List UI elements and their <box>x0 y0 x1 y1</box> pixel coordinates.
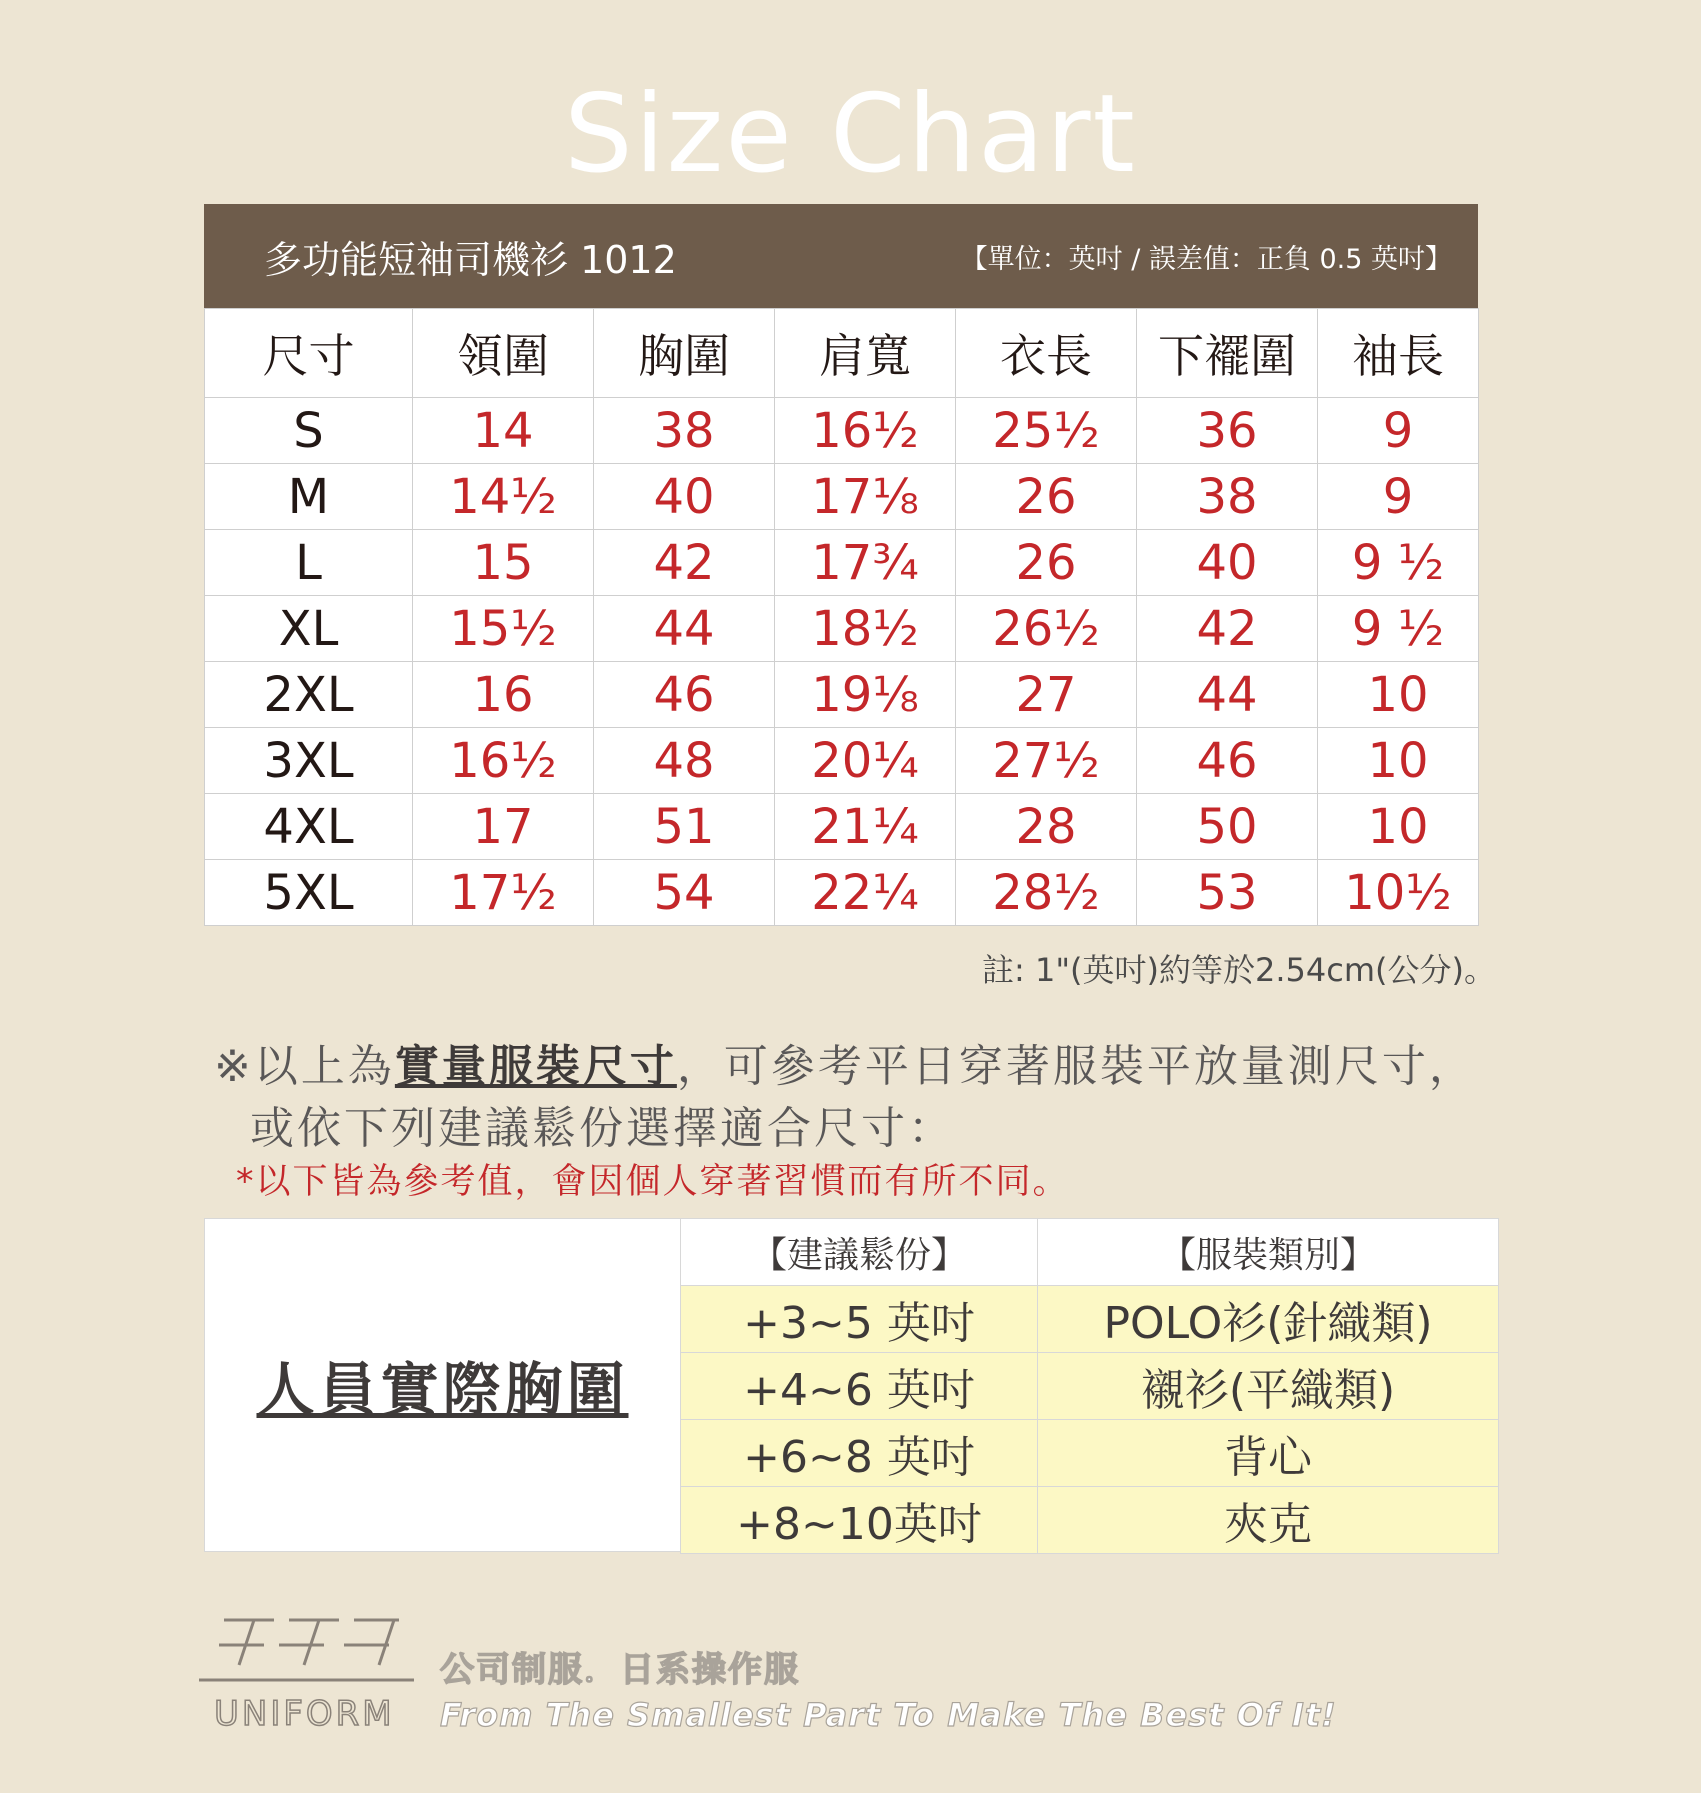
description-prefix: ※以上為 <box>214 1041 395 1092</box>
description-emphasis: 實量服裝尺寸 <box>394 1041 677 1092</box>
table-row <box>205 794 1479 860</box>
size-chart-table <box>204 204 1478 926</box>
table-row <box>205 464 1479 530</box>
measurement-cell: 10½ <box>1318 860 1479 926</box>
column-header: 下襬圍 <box>1137 309 1318 398</box>
column-header: 袖長 <box>1318 309 1479 398</box>
column-header: 肩寬 <box>775 309 956 398</box>
unit-note: 【單位：英吋 / 誤差值：正負 0.5 英吋】 <box>960 243 1452 275</box>
measurement-cell: 26 <box>956 464 1137 530</box>
measurement-cell: 17¾ <box>775 530 956 596</box>
garment-type-cell: 夾克 <box>1038 1487 1499 1554</box>
column-header: 尺寸 <box>205 309 413 398</box>
allowance-cell: +6~8 英吋 <box>681 1420 1038 1487</box>
measurement-cell: 26 <box>956 530 1137 596</box>
measurement-cell: 14 <box>413 398 594 464</box>
measurement-cell: 10 <box>1318 728 1479 794</box>
tagline-cn: 公司制服．日系操作服 <box>440 1650 800 1690</box>
fit-recommendation-table <box>204 1218 1497 1552</box>
brand-wordmark: UNIFORM <box>214 1694 395 1734</box>
description-line-1 <box>214 1030 1476 1094</box>
measurement-cell: 36 <box>1137 398 1318 464</box>
fit-grid <box>680 1218 1499 1554</box>
product-name: 多功能短袖司機衫 1012 <box>264 237 677 282</box>
description-line-2: 或依下列建議鬆份選擇適合尺寸： <box>250 1103 955 1154</box>
chest-label: 人員實際胸圍 <box>256 1356 629 1424</box>
measurement-cell: 42 <box>594 530 775 596</box>
column-header: 【建議鬆份】 <box>681 1219 1038 1286</box>
measurement-cell: 28½ <box>956 860 1137 926</box>
measurement-cell: 18½ <box>775 596 956 662</box>
measurement-cell: 44 <box>1137 662 1318 728</box>
measurement-cell: 27½ <box>956 728 1137 794</box>
measurement-cell: 9 ½ <box>1318 596 1479 662</box>
column-header: 領圍 <box>413 309 594 398</box>
table-row <box>205 596 1479 662</box>
measurement-cell: 16 <box>413 662 594 728</box>
table-row <box>681 1487 1499 1554</box>
measurement-cell: 46 <box>1137 728 1318 794</box>
size-label-cell: XL <box>205 596 413 662</box>
measurement-cell: 15 <box>413 530 594 596</box>
measurement-cell: 10 <box>1318 794 1479 860</box>
size-label-cell: 4XL <box>205 794 413 860</box>
measurement-cell: 19⅛ <box>775 662 956 728</box>
measurement-cell: 50 <box>1137 794 1318 860</box>
measurement-cell: 9 ½ <box>1318 530 1479 596</box>
measurement-cell: 9 <box>1318 398 1479 464</box>
size-label-cell: L <box>205 530 413 596</box>
uniform-logo-icon <box>194 1600 424 1690</box>
measurement-cell: 28 <box>956 794 1137 860</box>
measurement-cell: 17 <box>413 794 594 860</box>
column-header: 衣長 <box>956 309 1137 398</box>
garment-type-cell: 襯衫(平織類) <box>1038 1353 1499 1420</box>
table-row <box>205 728 1479 794</box>
size-label-cell: 3XL <box>205 728 413 794</box>
description-suffix: ，可參考平日穿著服裝平放量測尺寸， <box>676 1041 1476 1092</box>
measurement-cell: 46 <box>594 662 775 728</box>
table-row <box>681 1286 1499 1353</box>
measurement-cell: 25½ <box>956 398 1137 464</box>
size-table-header-bar <box>204 204 1478 308</box>
measurement-cell: 26½ <box>956 596 1137 662</box>
measurement-cell: 51 <box>594 794 775 860</box>
allowance-cell: +4~6 英吋 <box>681 1353 1038 1420</box>
measurement-cell: 54 <box>594 860 775 926</box>
measurement-cell: 38 <box>1137 464 1318 530</box>
garment-type-cell: 背心 <box>1038 1420 1499 1487</box>
table-row <box>205 530 1479 596</box>
size-grid-body <box>205 398 1479 926</box>
size-grid-header-row <box>205 309 1479 398</box>
size-label-cell: 5XL <box>205 860 413 926</box>
table-row <box>205 860 1479 926</box>
garment-type-cell: POLO衫(針織類) <box>1038 1286 1499 1353</box>
measurement-cell: 14½ <box>413 464 594 530</box>
measurement-cell: 40 <box>1137 530 1318 596</box>
measurement-cell: 15½ <box>413 596 594 662</box>
table-row <box>681 1420 1499 1487</box>
measurement-cell: 20¼ <box>775 728 956 794</box>
measurement-cell: 53 <box>1137 860 1318 926</box>
tagline-en: From The Smallest Part To Make The Best Of It! <box>440 1696 1337 1734</box>
measurement-cell: 9 <box>1318 464 1479 530</box>
chest-label-cell <box>205 1219 680 1551</box>
disclaimer-text: *以下皆為參考值，會因個人穿著習慣而有所不同。 <box>236 1162 1070 1202</box>
measurement-cell: 44 <box>594 596 775 662</box>
measurement-cell: 21¼ <box>775 794 956 860</box>
conversion-note: 註: 1"(英吋)約等於2.54cm(公分)。 <box>982 951 1496 989</box>
measurement-cell: 22¼ <box>775 860 956 926</box>
table-row <box>681 1353 1499 1420</box>
measurement-cell: 40 <box>594 464 775 530</box>
fit-grid-header-row <box>681 1219 1499 1286</box>
column-header: 胸圍 <box>594 309 775 398</box>
measurement-cell: 42 <box>1137 596 1318 662</box>
measurement-cell: 17⅛ <box>775 464 956 530</box>
measurement-cell: 38 <box>594 398 775 464</box>
measurement-cell: 17½ <box>413 860 594 926</box>
size-label-cell: S <box>205 398 413 464</box>
column-header: 【服裝類別】 <box>1038 1219 1499 1286</box>
table-row <box>205 398 1479 464</box>
allowance-cell: +3~5 英吋 <box>681 1286 1038 1353</box>
size-grid <box>204 308 1479 926</box>
measurement-cell: 16½ <box>413 728 594 794</box>
allowance-cell: +8~10英吋 <box>681 1487 1038 1554</box>
page-title: Size Chart <box>564 72 1137 197</box>
measurement-cell: 10 <box>1318 662 1479 728</box>
table-row <box>205 662 1479 728</box>
size-label-cell: 2XL <box>205 662 413 728</box>
measurement-cell: 16½ <box>775 398 956 464</box>
measurement-cell: 48 <box>594 728 775 794</box>
fit-grid-body <box>681 1286 1499 1554</box>
size-label-cell: M <box>205 464 413 530</box>
measurement-cell: 27 <box>956 662 1137 728</box>
